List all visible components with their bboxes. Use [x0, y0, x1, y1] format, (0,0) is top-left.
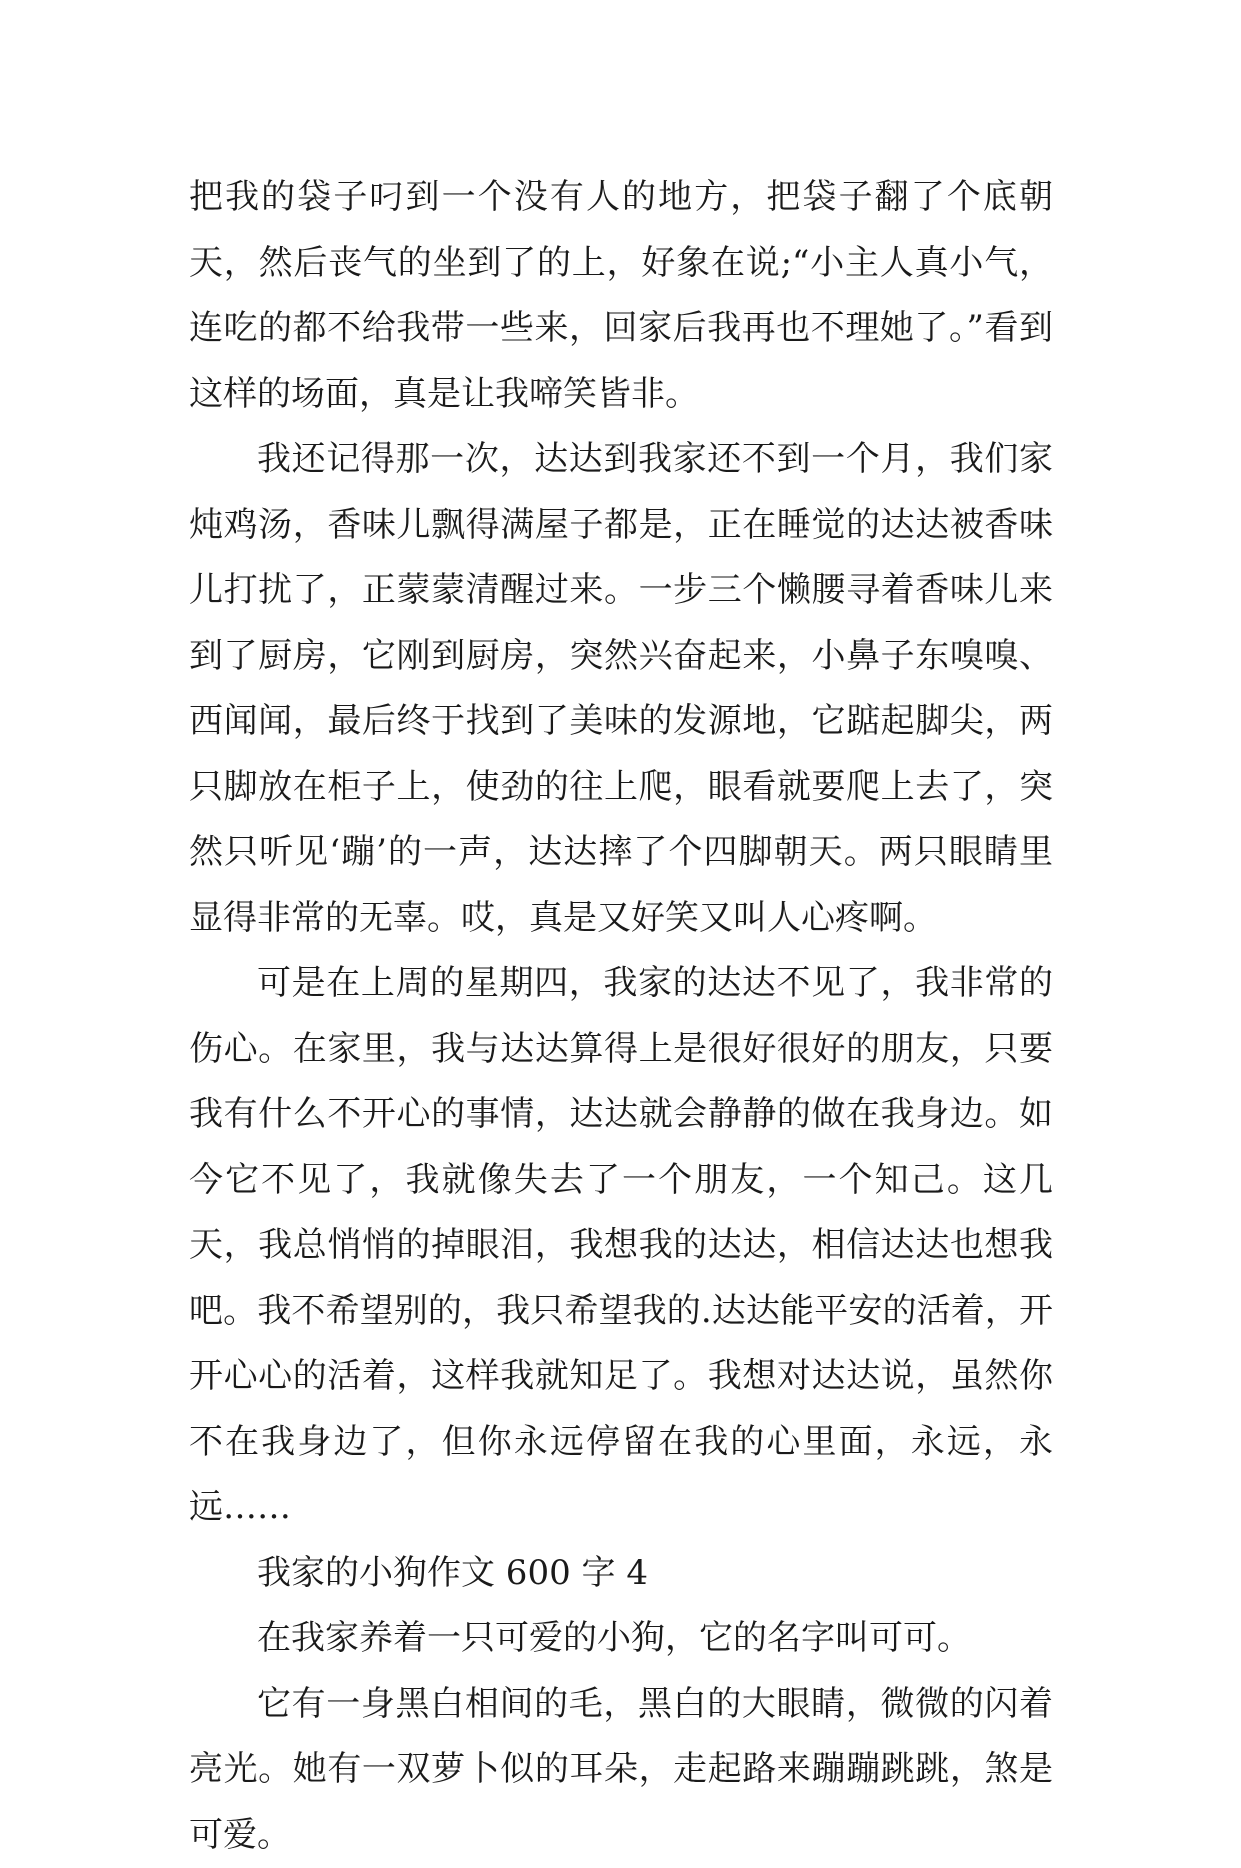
paragraph-6: 它有一身黑白相间的毛，黑白的大眼睛，微微的闪着亮光。她有一双萝卜似的耳朵，走起路来蹦蹦跳跳，煞是可爱。 — [189, 1672, 1053, 1868]
paragraph-3: 可是在上周的星期四，我家的达达不见了，我非常的伤心。在家里，我与达达算得上是很好很好的朋友，只要我有什么不开心的事情，达达就会静静的做在我身边。如今它不见了，我就像失去了一个朋友，一个知己。这几天，我总悄悄的掉眼泪，我想我的达达，相信达达也想我吧。我不希望别的，我只希望我的.达达能平安的活着，开开心心的活着，这样我就知足了。我想对达达说，虽然你不在我身边了，但你永远停留在我的心里面，永远，永远…… — [189, 951, 1053, 1541]
paragraph-2: 我还记得那一次，达达到我家还不到一个月，我们家炖鸡汤，香味儿飘得满屋子都是，正在睡觉的达达被香味儿打扰了，正蒙蒙清醒过来。一步三个懒腰寻着香味儿来到了厨房，它刚到厨房，突然兴奋起来，小鼻子东嗅嗅、西闻闻，最后终于找到了美味的发源地，它踮起脚尖，两只脚放在柜子上，使劲的往上爬，眼看就要爬上去了，突然只听见‘蹦’的一声，达达摔了个四脚朝天。两只眼睛里显得非常的无辜。哎，真是又好笑又叫人心疼啊。 — [189, 427, 1053, 951]
document-body — [189, 165, 1053, 1868]
section-heading: 我家的小狗作文 600 字 4 — [189, 1541, 1053, 1607]
paragraph-5: 在我家养着一只可爱的小狗，它的名字叫可可。 — [189, 1606, 1053, 1672]
paragraph-1: 把我的袋子叼到一个没有人的地方，把袋子翻了个底朝天，然后丧气的坐到了的上，好象在说;“小主人真小气，连吃的都不给我带一些来，回家后我再也不理她了。”看到这样的场面，真是让我啼笑皆非。 — [189, 165, 1053, 427]
